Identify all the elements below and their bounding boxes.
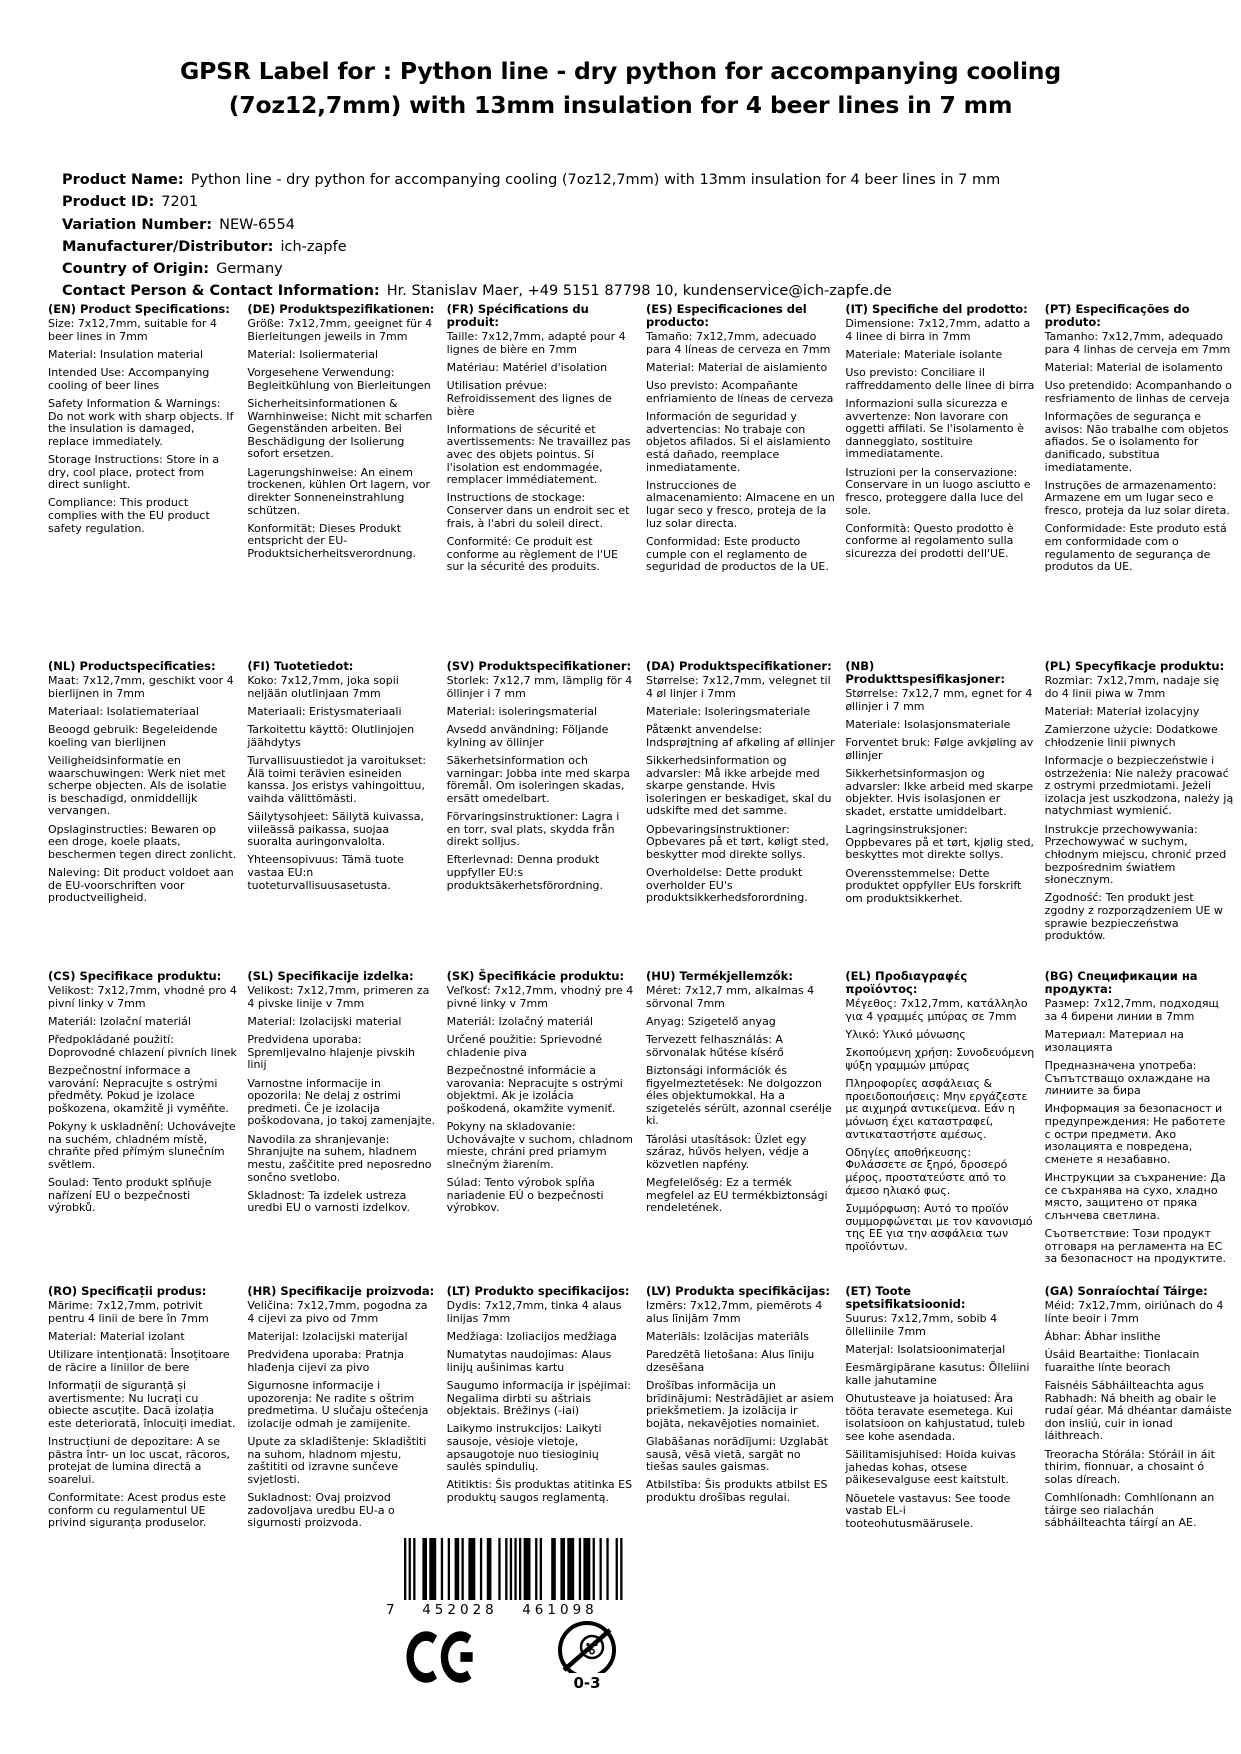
spec-paragraph: Zamierzone użycie: Dodatkowe chłodzenie linii piwnych — [1044, 723, 1218, 749]
spec-paragraph: Overholdelse: Dette produkt overholder EU's produktsikkerhedsforordning. — [645, 866, 808, 905]
product-info-label: Variation Number: — [62, 216, 213, 233]
spec-paragraph: Sikkerhetsinformasjon og advarsler: Ikke arbeid med skarpe objekter. Hvis isolasjonen er skadet, erstatte umiddelbart. — [845, 767, 1034, 819]
spec-paragraph: Veľkosť: 7x12,7mm, vhodný pre 4 pivné linky v 7mm — [446, 984, 634, 1010]
spec-block-heading: (ET) Toote spetsifikatsioonid: — [845, 1284, 966, 1312]
spec-block-body — [646, 985, 835, 1215]
spec-paragraph: Maat: 7x12,7mm, geschikt voor 4 bierlijnen in 7mm — [48, 674, 234, 700]
spec-block-heading: (LV) Produkta specifikācijas: — [645, 1284, 830, 1298]
spec-paragraph: Uso previsto: Acompañante enfriamiento de líneas de cerveza — [645, 379, 834, 405]
product-info-row — [62, 280, 1192, 302]
spec-block-nb — [845, 660, 1034, 928]
product-info-row — [62, 191, 1192, 213]
spec-block-heading: (IT) Specifiche del prodotto: — [845, 302, 1028, 316]
spec-paragraph: Säkerhetsinformation och varningar: Jobba inte med skarpa föremål. Om isoleringen skadas, ersätt omedelbart. — [446, 753, 631, 805]
spec-grid — [48, 303, 1234, 1536]
spec-block-body — [247, 1300, 436, 1530]
spec-block-body — [48, 1300, 237, 1530]
spec-paragraph: Dimensione: 7x12,7mm, adatto a 4 linee di birra in 7mm — [845, 317, 1031, 343]
spec-paragraph: Materiał: Materiał izolacyjny — [1044, 705, 1200, 718]
spec-paragraph: Faisnéis Sábháilteachta agus Rabhadh: Ná bheith ag obair le rudaí géar. Má dhéantar damáiste don insliú, cuir in ionad láithreach. — [1044, 1378, 1232, 1443]
spec-paragraph: Pokyny na skladovanie: Uchovávajte v suchom, chladnom mieste, chráni pred priamym slnečným žiarením. — [446, 1119, 633, 1171]
spec-paragraph: Информация за безопасност и предупреждения: Не работете с остри предмети. Ако изолацията е повредена, сменете я незабавно. — [1044, 1102, 1226, 1166]
spec-paragraph: Materiaali: Eristysmateriaali — [247, 705, 402, 718]
spec-paragraph: Treoracha Stórála: Stóráil in áit thirim, fionnuar, a chosaint ó solas díreach. — [1044, 1447, 1215, 1486]
spec-block-lt — [447, 1285, 636, 1536]
product-info-value: 7201 — [161, 194, 199, 211]
spec-paragraph: Opslaginstructies: Bewaren op een droge, koele plaats, beschermen tegen direct zonlicht. — [48, 822, 237, 861]
spec-block-body — [247, 985, 436, 1215]
spec-block-heading: (DA) Produktspecifikationer: — [645, 659, 832, 673]
product-info-row — [62, 214, 1192, 236]
product-info — [62, 169, 1192, 303]
spec-block-lv — [646, 1285, 835, 1536]
spec-paragraph: Overensstemmelse: Dette produktet oppfyller EUs forskrift om produktsikkerhet. — [845, 866, 1022, 905]
spec-paragraph: Informations de sécurité et avertissements: Ne travaillez pas avec des objets pointus. Si l'isolation est endommagée, remplacer immédiatement. — [446, 422, 631, 487]
product-info-row — [62, 236, 1192, 258]
spec-paragraph: Οδηγίες αποθήκευσης: Φυλάσσετε σε ξηρό, δροσερό μέρος, προστατεύστε από το άμεσο ηλιακό φως. — [845, 1145, 1008, 1197]
spec-paragraph: Size: 7x12,7mm, suitable for 4 beer lines in 7mm — [48, 317, 217, 343]
spec-block-heading: (SL) Specifikacije izdelka: — [247, 969, 414, 983]
spec-paragraph: Conformidade: Este produto está em conformidade com o regulamento de segurança de produtos da UE. — [1044, 522, 1227, 574]
spec-paragraph: Glabāšanas norādījumi: Uzglabāt sausā, vēsā vietā, sargāt no tiešas saules gaismas. — [645, 1434, 829, 1474]
spec-paragraph: Instruções de armazenamento: Armazene em um lugar seco e fresco, proteja da luz solar direta. — [1044, 478, 1230, 518]
spec-block-sk — [447, 970, 636, 1243]
spec-block-heading: (PL) Specyfikacje produktu: — [1044, 659, 1225, 673]
spec-paragraph: Tervezett felhasználás: A sörvonalak hűtése kísérő — [645, 1033, 784, 1059]
spec-paragraph: Sikkerhedsinformation og advarsler: Må ikke arbejde med skarpe genstande. Hvis isoleringen er beskadiget, skal du udskifte med det samme. — [645, 753, 832, 818]
spec-paragraph: Conformité: Ce produit est conforme au règlement de l'UE sur la sécurité des produits. — [446, 534, 618, 574]
spec-paragraph: Upute za skladištenje: Skladištiti na suhom, hladnom mjestu, zaštititi od izravne sunčeve svjetlosti. — [247, 1434, 427, 1486]
spec-block-heading: (NB) Produkttspesifikasjoner: — [845, 659, 1005, 687]
spec-block-heading: (HR) Specifikacije proizvoda: — [247, 1284, 435, 1298]
spec-paragraph: Conformità: Questo prodotto è conforme al regolamento sulla sicurezza dei prodotti dell'UE. — [845, 521, 1014, 560]
spec-block-pl — [1044, 659, 1234, 943]
product-info-label: Contact Person & Contact Information: — [62, 283, 380, 300]
spec-paragraph: Předpokládané použití: Doprovodné chlazení pivních linek — [48, 1033, 237, 1059]
spec-paragraph: Informazioni sulla sicurezza e avvertenze: Non lavorare con oggetti affilati. Se l'isolamento è danneggiato, sostituire immediatamente. — [845, 396, 1024, 461]
spec-paragraph: Megfelelőség: Ez a termék megfelel az EU termékbiztonsági rendeletének. — [645, 1176, 828, 1215]
spec-block-et — [845, 1285, 1034, 1536]
spec-paragraph: Predviđena uporaba: Pratnja hlađenja cijevi za pivo — [247, 1348, 404, 1374]
spec-paragraph: Forventet bruk: Følge avkjøling av øllinjer — [845, 736, 1034, 762]
spec-paragraph: Dydis: 7x12,7mm, tinka 4 alaus linijas 7mm — [446, 1299, 622, 1325]
spec-paragraph: Säilytysohjeet: Säilytä kuivassa, viileässä paikassa, suojaa suoralta auringonvalolta. — [247, 809, 424, 849]
spec-paragraph: Instrukcje przechowywania: Przechowywać w suchym, chłodnym miejscu, chronić przed bezpośrednim światłem słonecznym. — [1044, 822, 1227, 887]
page-title: GPSR Label for : Python line - dry python for accompanying cooling (7oz12,7mm) with 13mm insulation for 4 beer lines in 7 mm — [180, 57, 1061, 120]
product-info-row — [62, 258, 1192, 280]
spec-paragraph: Istruzioni per la conservazione: Conservare in un luogo asciutto e fresco, proteggere dalla luce del sole. — [845, 465, 1031, 517]
spec-block-heading: (EL) Προδιαγραφές προϊόντος: — [845, 969, 968, 997]
spec-block-body — [247, 675, 436, 892]
product-info-value: NEW-6554 — [219, 216, 295, 233]
spec-paragraph: Eesmärgipärane kasutus: Õlleliini kalle jahutamine — [845, 1361, 1030, 1387]
product-info-label: Product ID: — [62, 194, 155, 211]
spec-paragraph: Material: isoleringsmaterial — [446, 705, 598, 718]
spec-paragraph: Vorgesehene Verwendung: Begleitkühlung von Bierleitungen — [247, 366, 431, 392]
spec-paragraph: Størrelse: 7x12,7 mm, egnet for 4 øllinjer i 7 mm — [845, 687, 1033, 714]
spec-paragraph: Comhlíonadh: Comhlíonann an táirge seo rialachán sábháilteachta táirgí an AE. — [1044, 1491, 1215, 1530]
spec-paragraph: Avsedd användning: Följande kylning av öllinjer — [446, 723, 609, 749]
spec-paragraph: Größe: 7x12,7mm, geeignet für 4 Bierleitungen jeweils in 7mm — [247, 317, 433, 343]
spec-paragraph: Størrelse: 7x12,7mm, velegnet til 4 øl linjer i 7mm — [645, 674, 831, 700]
spec-paragraph: Anyag: Szigetelő anyag — [645, 1015, 776, 1028]
spec-paragraph: Compliance: This product complies with the EU product safety regulation. — [48, 496, 210, 535]
product-info-label: Manufacturer/Distributor: — [62, 238, 274, 255]
spec-block-hr — [247, 1285, 436, 1536]
spec-paragraph: Nõuetele vastavus: See toode vastab EL-i tooteohutusmäärusele. — [845, 1491, 1011, 1530]
spec-block-body — [845, 318, 1034, 560]
spec-paragraph: Matériau: Matériel d'isolation — [446, 361, 608, 375]
spec-paragraph: Rozmiar: 7x12,7mm, nadaje się do 4 linii piwa w 7mm — [1044, 674, 1220, 700]
spec-block-heading: (DE) Produktspezifikationen: — [247, 302, 435, 316]
spec-paragraph: Veiligheidsinformatie en waarschuwingen: Werk niet met scherpe objecten. Als de isolatie is beschadigd, onmiddellijk vervangen. — [48, 753, 227, 818]
spec-paragraph: Sukladnost: Ovaj proizvod zadovoljava uredbu EU-a o sigurnosti proizvoda. — [247, 1491, 395, 1530]
spec-paragraph: Informações de segurança e avisos: Não trabalhe com objetos afiados. Se o isolamento for danificado, substitua imediatamente. — [1044, 410, 1229, 474]
spec-paragraph: Predvidena uporaba: Spremljevalno hlajenje pivskih linij — [247, 1033, 416, 1072]
spec-paragraph: Μέγεθος: 7x12,7mm, κατάλληλο για 4 γραμμές μπύρας σε 7mm — [845, 997, 1028, 1024]
spec-paragraph: Uso previsto: Conciliare il raffreddamento delle linee di birra — [845, 366, 1035, 392]
spec-paragraph: Materiale: Materiale isolante — [845, 348, 1003, 361]
spec-block-heading: (FR) Spécifications du produit: — [446, 302, 589, 330]
spec-paragraph: Velikost: 7x12,7mm, primeren za 4 pivske linije v 7mm — [247, 984, 430, 1010]
spec-block-cs — [48, 970, 237, 1243]
spec-paragraph: Инструкции за съхранение: Да се съхранява на сухо, хладно място, защитено от пряка слънчева светлина. — [1044, 1171, 1226, 1223]
spec-paragraph: Materiāls: Izolācijas materiāls — [645, 1330, 809, 1343]
spec-block-ga — [1045, 1285, 1234, 1536]
spec-paragraph: Säilitamisjuhised: Hoida kuivas jahedas kohas, otsese päikesevalguse eest kaitstult. — [845, 1448, 1016, 1487]
spec-block-body — [447, 1300, 636, 1504]
spec-paragraph: Material: Material de aislamiento — [645, 361, 828, 375]
spec-paragraph: Ohutusteave ja hoiatused: Ära tööta teravate esemetega. Kui isolatsioon on kahjustatud, tuleb see kohe asendada. — [845, 1392, 1025, 1444]
spec-paragraph: Určené použitie: Sprievodné chladenie piva — [446, 1033, 603, 1059]
spec-paragraph: Izmērs: 7x12,7mm, piemērots 4 alus līnijām 7mm — [645, 1299, 823, 1325]
product-info-label: Product Name: — [62, 172, 184, 188]
spec-block-nl — [48, 660, 237, 928]
spec-block-sl — [247, 970, 436, 1243]
spec-paragraph: Naleving: Dit product voldoet aan de EU-voorschriften voor productveiligheid. — [48, 866, 234, 905]
spec-block-it — [845, 303, 1034, 618]
spec-paragraph: Méret: 7x12,7 mm, alkalmas 4 sörvonal 7mm — [645, 984, 815, 1010]
spec-block-body — [646, 1300, 835, 1504]
spec-paragraph: Storage Instructions: Store in a dry, cool place, protect from direct sunlight. — [48, 452, 220, 492]
spec-paragraph: Velikost: 7x12,7mm, vhodné pro 4 pivní linky v 7mm — [48, 984, 237, 1010]
spec-block-body — [646, 331, 835, 573]
spec-block-body — [247, 318, 436, 560]
spec-block-body — [48, 318, 237, 535]
spec-block-body — [447, 331, 636, 573]
spec-paragraph: Materjal: Isolatsioonimaterjal — [845, 1343, 1006, 1357]
spec-paragraph: Konformität: Dieses Produkt entspricht der EU-Produktsicherheitsverordnung. — [247, 521, 417, 560]
spec-paragraph: Efterlevnad: Denna produkt uppfyller EU:s produktsäkerhetsförordning. — [446, 853, 604, 892]
spec-block-heading: (PT) Especificações do produto: — [1044, 302, 1190, 330]
spec-block-body — [1045, 675, 1234, 943]
spec-paragraph: Instrucțiuni de depozitare: A se păstra într- un loc uscat, răcoros, protejat de lumina directă a soarelui. — [48, 1434, 230, 1486]
spec-paragraph: Úsáid Beartaithe: Tionlacain fuaraithe línte beorach — [1044, 1348, 1200, 1374]
spec-paragraph: Tarkoitettu käyttö: Olutlinjojen jäähdytys — [247, 723, 415, 749]
spec-paragraph: Medžiaga: Izoliacijos medžiaga — [446, 1330, 617, 1343]
barcode-first-digit: 7 — [386, 1602, 395, 1618]
spec-paragraph: Laikymo instrukcijos: Laikyti sausoje, vėsioje vietoje, apsaugotoje nuo tiesioginių saulės spindulių. — [446, 1422, 602, 1474]
spec-block-body — [1045, 998, 1234, 1266]
barcode-digits — [386, 1600, 636, 1620]
spec-paragraph: Conformitate: Acest produs este conform cu regulamentul UE privind siguranța produselor. — [48, 1491, 226, 1530]
spec-paragraph: Materiaal: Isolatiemateriaal — [48, 705, 199, 718]
spec-paragraph: Informacje o bezpieczeństwie i ostrzeżenia: Nie należy pracować z ostrymi przedmiotami. Jeżeli izolacja jest uszkodzona, należy ją natychmiast wymienić. — [1044, 753, 1234, 818]
spec-paragraph: Предназначена употреба: Съпътстващо охлаждане на линиите за бира — [1044, 1059, 1211, 1098]
spec-paragraph: Atitiktis: Šis produktas atitinka ES produktų saugos reglamentą. — [446, 1478, 633, 1505]
spec-paragraph: Paredzētā lietošana: Alus līniju dzesēšana — [645, 1348, 815, 1374]
spec-paragraph: Intended Use: Accompanying cooling of beer lines — [48, 366, 210, 392]
spec-paragraph: Atbilstība: Šis produkts atbilst ES produktu drošības regulai. — [645, 1478, 828, 1505]
spec-paragraph: Suurus: 7x12,7mm, sobib 4 õlleliinile 7mm — [845, 1312, 998, 1339]
spec-paragraph: Påtænkt anvendelse: Indsprøjtning af afkøling af øllinjer — [645, 723, 835, 749]
spec-paragraph: Bezpečnostní informace a varování: Nepracujte s ostrými předměty. Pokud je izolace poškozena, okamžitě ji vyměňte. — [48, 1063, 229, 1115]
spec-block-body — [1045, 1300, 1234, 1530]
spec-block-heading: (GA) Sonraíochtaí Táirge: — [1044, 1284, 1208, 1298]
barcode-bars-icon — [404, 1538, 623, 1600]
spec-paragraph: Materijal: Izolacijski materijal — [247, 1330, 408, 1343]
spec-paragraph: Tárolási utasítások: Üzlet egy száraz, hűvös helyen, védje a közvetlen napfény. — [645, 1132, 810, 1171]
spec-block-heading: (SK) Špecifikácie produktu: — [446, 969, 625, 983]
spec-paragraph: Informații de siguranță și avertismente: Nu lucrați cu obiecte ascuțite. Dacă izolația este deteriorată, înlocuiți imediat. — [48, 1378, 236, 1430]
spec-block-da — [646, 660, 835, 928]
spec-paragraph: Storlek: 7x12,7 mm, lämplig för 4 öllinjer i 7 mm — [446, 674, 633, 700]
spec-paragraph: Instructions de stockage: Conserver dans un endroit sec et frais, à l'abri du soleil direct. — [446, 491, 630, 530]
product-info-value: Hr. Stanislav Maer, +49 5151 87798 10, kundenservice@ich-zapfe.de — [386, 283, 892, 300]
spec-block-body — [845, 998, 1034, 1253]
spec-paragraph: Méid: 7x12,7mm, oiriúnach do 4 línte beoir i 7mm — [1044, 1299, 1224, 1325]
spec-block-body — [1045, 331, 1234, 573]
spec-paragraph: Tamaño: 7x12,7mm, adecuado para 4 líneas de cerveza en 7mm — [645, 330, 831, 357]
spec-paragraph: Σκοπούμενη χρήση: Συνοδευόμενη ψύξη γραμμών μπύρας — [845, 1046, 1035, 1072]
spec-block-sv — [447, 660, 636, 928]
spec-paragraph: Uso pretendido: Acompanhando o resfriamento de linhas de cerveja — [1044, 379, 1232, 405]
spec-paragraph: Veličina: 7x12,7mm, pogodna za 4 cijevi za pivo od 7mm — [247, 1299, 428, 1325]
product-info-value: ich-zapfe — [280, 238, 347, 255]
spec-paragraph: Förvaringsinstruktioner: Lagra i en torr, sval plats, skydda från direkt solljus. — [446, 809, 620, 849]
spec-block-ro — [48, 1285, 237, 1536]
spec-paragraph: Varnostne informacije in opozorila: Ne delaj z ostrimi predmeti. Če je izolacija poškodovana, jo takoj zamenjajte. — [247, 1076, 436, 1128]
spec-paragraph: Súlad: Tento výrobok spĺňa nariadenie EÚ o bezpečnosti výrobkov. — [446, 1176, 604, 1215]
spec-paragraph: Sigurnosne informacije i upozorenja: Ne radite s oštrim predmetima. U slučaju oštećenja izolacije odmah je zamijenite. — [247, 1378, 429, 1430]
spec-paragraph: Numatytas naudojimas: Alaus linijų aušinimas kartu — [446, 1348, 612, 1374]
spec-block-fr — [447, 303, 636, 618]
spec-paragraph: Taille: 7x12,7mm, adapté pour 4 lignes de bière en 7mm — [446, 330, 626, 357]
spec-paragraph: Material: Izolacijski material — [247, 1015, 402, 1028]
product-info-row — [62, 169, 1192, 191]
ce-mark-icon — [404, 1628, 480, 1690]
spec-block-heading: (SV) Produktspecifikationer: — [446, 659, 632, 673]
spec-block-heading: (HU) Termékjellemzők: — [645, 969, 793, 983]
age-warning-label: 0-3 — [573, 1674, 601, 1692]
spec-paragraph: Sicherheitsinformationen & Warnhinweise: Nicht mit scharfen Gegenständen arbeiten. Bei Beschädigung der Isolierung sofort ersetzen. — [247, 396, 433, 461]
spec-paragraph: Ábhar: Ábhar inslithe — [1044, 1330, 1161, 1343]
spec-block-body — [48, 985, 237, 1215]
spec-paragraph: Saugumo informacija ir įspėjimai: Negalima dirbti su aštriais objektais. Brėžinys (-iai) — [446, 1378, 632, 1418]
spec-paragraph: Utilizare intenționată: Însoțitoare de răcire a liniilor de bere — [48, 1348, 230, 1374]
spec-block-body — [646, 675, 835, 905]
spec-block-en — [48, 303, 237, 618]
spec-paragraph: Съответствие: Този продукт отговаря на регламента на ЕС за безопасност на продуктите. — [1044, 1227, 1227, 1266]
spec-paragraph: Material: Isoliermaterial — [247, 348, 379, 361]
spec-paragraph: Materiál: Izolačný materiál — [446, 1015, 594, 1028]
spec-paragraph: Lagerungshinweise: An einem trockenen, kühlen Ort lagern, vor direkter Sonneneinstrahlung schützen. — [247, 465, 431, 517]
spec-block-heading: (FI) Tuotetiedot: — [247, 659, 354, 673]
spec-block-fi — [247, 660, 436, 928]
spec-paragraph: Tamanho: 7x12,7mm, adequado para 4 linhas de cerveja em 7mm — [1044, 330, 1231, 357]
spec-paragraph: Materiale: Isolasjonsmateriale — [845, 718, 1011, 732]
spec-paragraph: Conformidad: Este producto cumple con el reglamento de seguridad de productos de la UE. — [645, 534, 829, 574]
spec-paragraph: Pokyny k uskladnění: Uchovávejte na suchém, chladném místě, chraňte před přímým slunečním světlem. — [48, 1119, 236, 1171]
spec-paragraph: Material: Insulation material — [48, 348, 204, 361]
spec-paragraph: Συμμόρφωση: Αυτό το προϊόν συμμορφώνεται με τον κανονισμό της ΕΕ για την ασφάλεια των προϊόντων. — [845, 1201, 1033, 1253]
spec-paragraph: Información de seguridad y advertencias: No trabaje con objetos afilados. Si el aislamiento está dañado, reemplace inmediatamente. — [645, 410, 831, 474]
spec-paragraph: Utilisation prévue: Refroidissement des lignes de bière — [446, 379, 612, 418]
spec-block-heading: (CS) Specifikace produktu: — [48, 969, 222, 983]
spec-paragraph: Material: Material izolant — [48, 1330, 185, 1343]
product-info-label: Country of Origin: — [62, 261, 210, 278]
spec-paragraph: Materiál: Izolační materiál — [48, 1015, 191, 1028]
spec-block-heading: (NL) Productspecificaties: — [48, 659, 216, 673]
product-info-value: Python line - dry python for accompanying cooling (7oz12,7mm) with 13mm insulation for 4 beer lines in 7 mm — [190, 172, 1001, 188]
spec-block-heading: (BG) Спецификации на продукта: — [1044, 969, 1198, 997]
spec-block-hu — [646, 970, 835, 1243]
spec-paragraph: Beoogd gebruik: Begeleidende koeling van bierlijnen — [48, 723, 218, 749]
spec-paragraph: Размер: 7x12,7mm, подходящ за 4 бирени линии в 7mm — [1044, 997, 1219, 1024]
spec-block-es — [646, 303, 835, 618]
spec-paragraph: Opbevaringsinstruktioner: Opbevares på et tørt, køligt sted, beskytter mod direkte sollys. — [645, 822, 829, 861]
age-warning-0-3-icon — [552, 1618, 622, 1708]
spec-paragraph: Safety Information & Warnings: Do not work with sharp objects. If the insulation is damaged, replace immediately. — [48, 396, 234, 448]
spec-block-bg — [1044, 969, 1234, 1266]
spec-paragraph: Drošības informācija un brīdinājumi: Nestrādājiet ar asiem priekšmetiem. Ja izolācija ir bojāta, nekavējoties nomainiet. — [645, 1378, 834, 1430]
barcode-left-digits: 452028 — [422, 1602, 498, 1618]
product-info-value: Germany — [216, 261, 283, 278]
spec-paragraph: Πληροφορίες ασφάλειας & προειδοποιήσεις: Μην εργάζεστε με αιχμηρά αντικείμενα. Εάν η μόνωση έχει καταστραφεί, αντικαταστήστε αμέσως. — [845, 1077, 1028, 1141]
spec-block-body — [845, 688, 1034, 905]
spec-paragraph: Lagringsinstruksjoner: Oppbevares på et tørt, kjølig sted, beskyttes mot direkte sollys. — [845, 823, 1034, 862]
spec-block-pt — [1045, 303, 1234, 618]
spec-paragraph: Material: Material de isolamento — [1044, 361, 1223, 375]
spec-block-body — [447, 985, 636, 1215]
spec-paragraph: Υλικό: Υλικό μόνωσης — [845, 1028, 966, 1042]
spec-paragraph: Материал: Материал на изолацията — [1044, 1028, 1184, 1054]
barcode — [386, 1538, 636, 1620]
spec-paragraph: Materiale: Isoleringsmateriale — [645, 705, 811, 718]
spec-paragraph: Zgodność: Ten produkt jest zgodny z rozporządzeniem UE w sprawie bezpieczeństwa produktów. — [1044, 891, 1223, 943]
spec-block-heading: (ES) Especificaciones del producto: — [645, 302, 807, 330]
spec-paragraph: Soulad: Tento produkt splňuje nařízení EU o bezpečnosti výrobků. — [48, 1176, 212, 1215]
spec-paragraph: Turvallisuustiedot ja varoitukset: Älä toimi terävien esineiden kanssa. Jos eristys vahingoittuu, vaihda välittömästi. — [247, 753, 427, 805]
spec-paragraph: Instrucciones de almacenamiento: Almacene en un lugar seco y fresco, proteja de la luz solar directa. — [645, 478, 835, 530]
spec-block-body — [845, 1313, 1034, 1530]
spec-paragraph: Navodila za shranjevanje: Shranjujte na suhem, hladnem mestu, zaščitite pred neposredno sončno svetlobo. — [247, 1132, 432, 1184]
spec-paragraph: Yhteensopivuus: Tämä tuote vastaa EU:n tuoteturvallisuusasetusta. — [247, 853, 404, 892]
spec-paragraph: Bezpečnostné informácie a varovania: Nepracujte s ostrými objektmi. Ak je izolácia poškodená, okamžite vymeniť. — [446, 1063, 623, 1115]
barcode-right-digits: 461098 — [522, 1602, 598, 1618]
spec-block-heading: (LT) Produkto specifikacijos: — [446, 1284, 630, 1298]
spec-paragraph: Mărime: 7x12,7mm, potrivit pentru 4 linii de bere în 7mm — [48, 1299, 209, 1325]
spec-paragraph: Biztonsági információk és figyelmeztetések: Ne dolgozzon éles objektumokkal. Ha a szigetelés sérült, azonnal cserélje ki. — [645, 1063, 832, 1128]
spec-block-de — [247, 303, 436, 618]
spec-block-heading: (RO) Specificații produs: — [48, 1284, 207, 1298]
spec-block-el — [845, 969, 1035, 1253]
spec-paragraph: Skladnost: Ta izdelek ustreza uredbi EU o varnosti izdelkov. — [247, 1188, 410, 1215]
spec-paragraph: Koko: 7x12,7mm, joka sopii neljään olutlinjaan 7mm — [247, 674, 399, 700]
spec-block-body — [48, 675, 237, 905]
spec-block-body — [447, 675, 636, 892]
spec-block-heading: (EN) Product Specifications: — [48, 302, 230, 316]
